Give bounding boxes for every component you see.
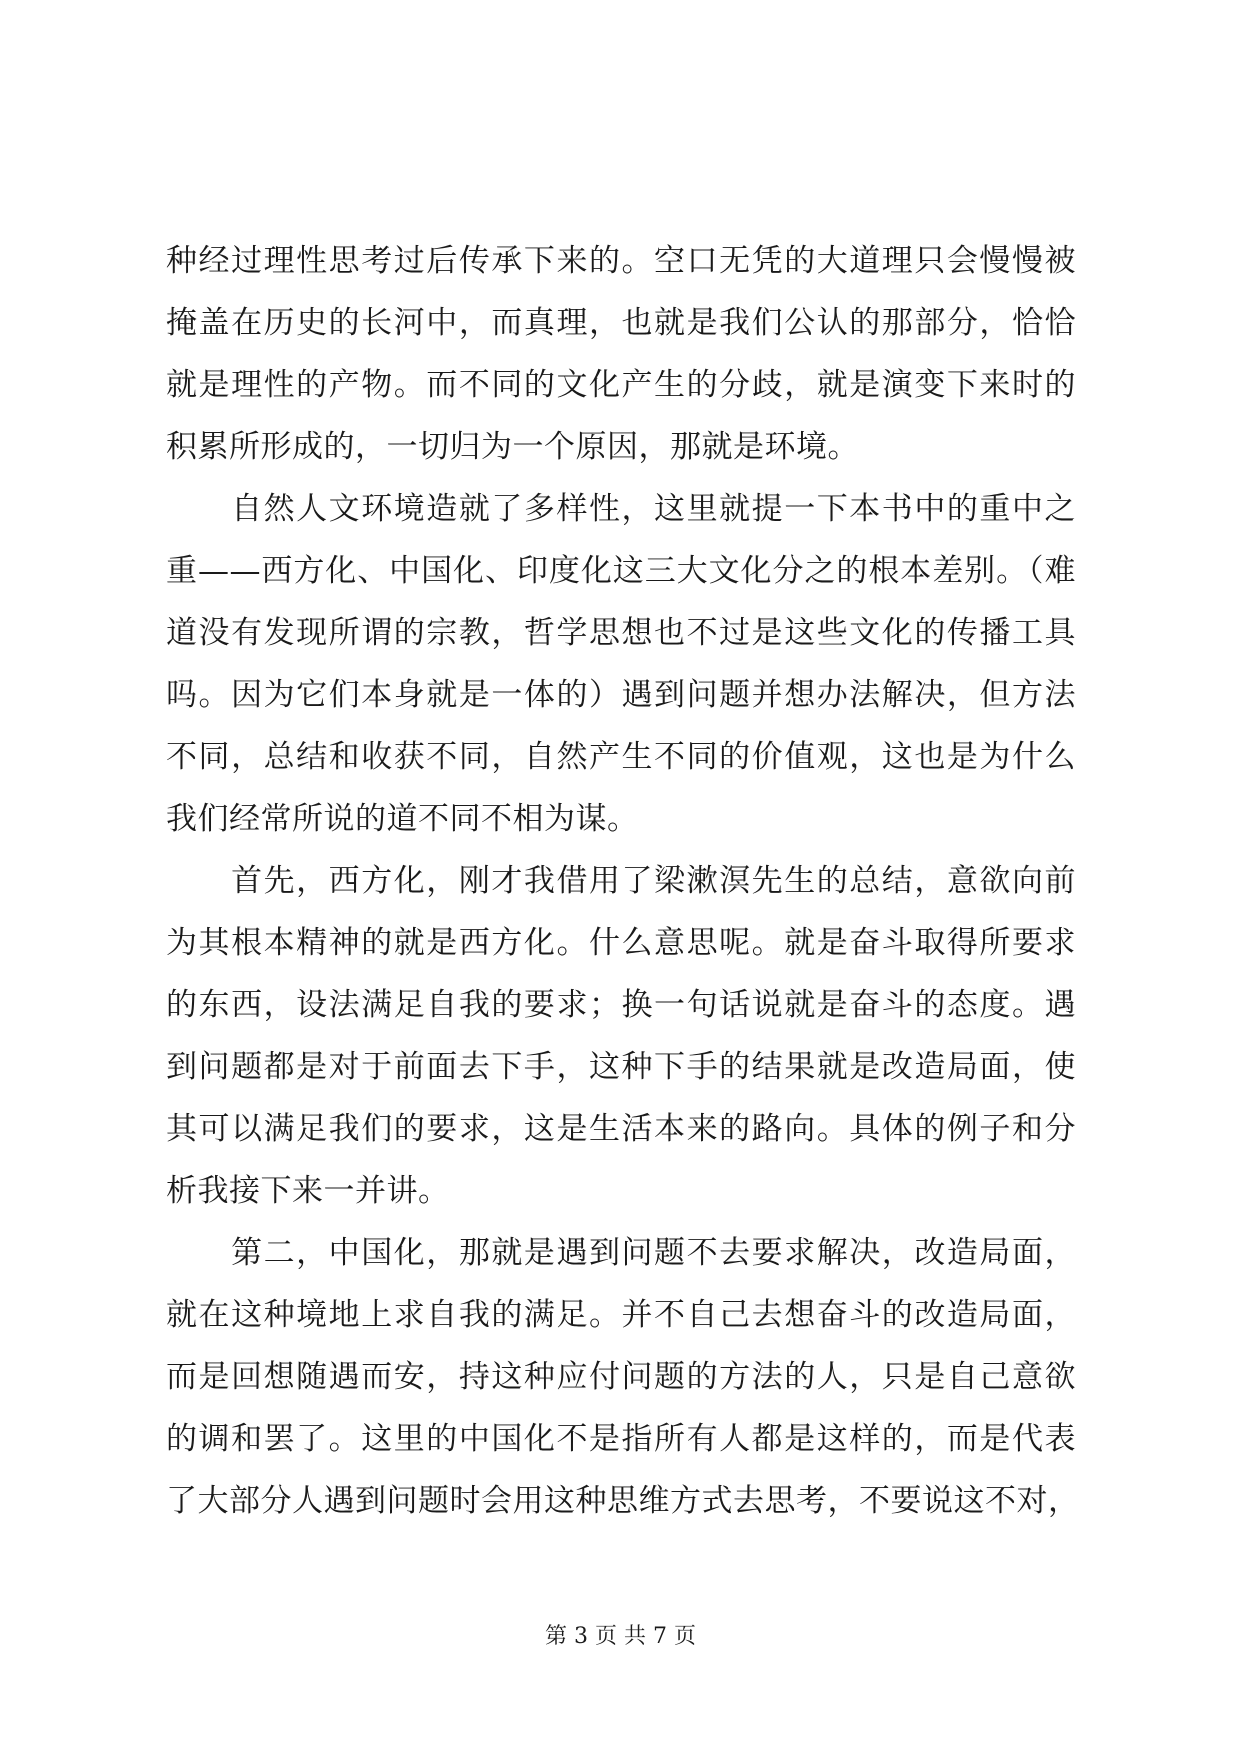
text-line: 种经过理性思考过后传承下来的。空口无凭的大道理只会慢慢被 xyxy=(166,243,1076,279)
text-line: 其可以满足我们的要求，这是生活本来的路向。具体的例子和分 xyxy=(166,1111,1076,1147)
text-line: 首先，西方化，刚才我借用了梁漱溟先生的总结，意欲向前 xyxy=(166,863,1076,899)
text-line: 我们经常所说的道不同不相为谋。 xyxy=(166,801,639,837)
text-line: 自然人文环境造就了多样性，这里就提一下本书中的重中之 xyxy=(166,491,1076,527)
text-line: 就是理性的产物。而不同的文化产生的分歧，就是演变下来时的 xyxy=(166,367,1076,403)
text-line: 了大部分人遇到问题时会用这种思维方式去思考，不要说这不对， xyxy=(166,1483,1080,1519)
text-line: 析我接下来一并讲。 xyxy=(166,1173,450,1209)
text-line: 积累所形成的，一切归为一个原因，那就是环境。 xyxy=(166,429,859,465)
text-line: 到问题都是对于前面去下手，这种下手的结果就是改造局面，使 xyxy=(166,1049,1076,1085)
text-line: 道没有发现所谓的宗教，哲学思想也不过是这些文化的传播工具 xyxy=(166,615,1076,651)
page-number-footer: 第 3 页 共 7 页 xyxy=(545,1624,696,1649)
text-line: 的调和罢了。这里的中国化不是指所有人都是这样的，而是代表 xyxy=(166,1421,1076,1457)
text-line: 掩盖在历史的长河中，而真理，也就是我们公认的那部分，恰恰 xyxy=(166,305,1076,341)
text-line: 吗。因为它们本身就是一体的）遇到问题并想办法解决，但方法 xyxy=(166,677,1076,713)
text-line: 为其根本精神的就是西方化。什么意思呢。就是奋斗取得所要求 xyxy=(166,925,1076,961)
text-line: 的东西，设法满足自我的要求；换一句话说就是奋斗的态度。遇 xyxy=(166,987,1076,1023)
text-line: 重——西方化、中国化、印度化这三大文化分之的根本差别。（难 xyxy=(166,553,1076,589)
text-line: 不同，总结和收获不同，自然产生不同的价值观，这也是为什么 xyxy=(166,739,1076,775)
text-line: 就在这种境地上求自我的满足。并不自己去想奋斗的改造局面， xyxy=(166,1297,1076,1333)
body-text xyxy=(166,230,1080,1532)
text-line: 第二，中国化，那就是遇到问题不去要求解决，改造局面， xyxy=(166,1235,1076,1271)
text-line: 而是回想随遇而安，持这种应付问题的方法的人，只是自己意欲 xyxy=(166,1359,1076,1395)
